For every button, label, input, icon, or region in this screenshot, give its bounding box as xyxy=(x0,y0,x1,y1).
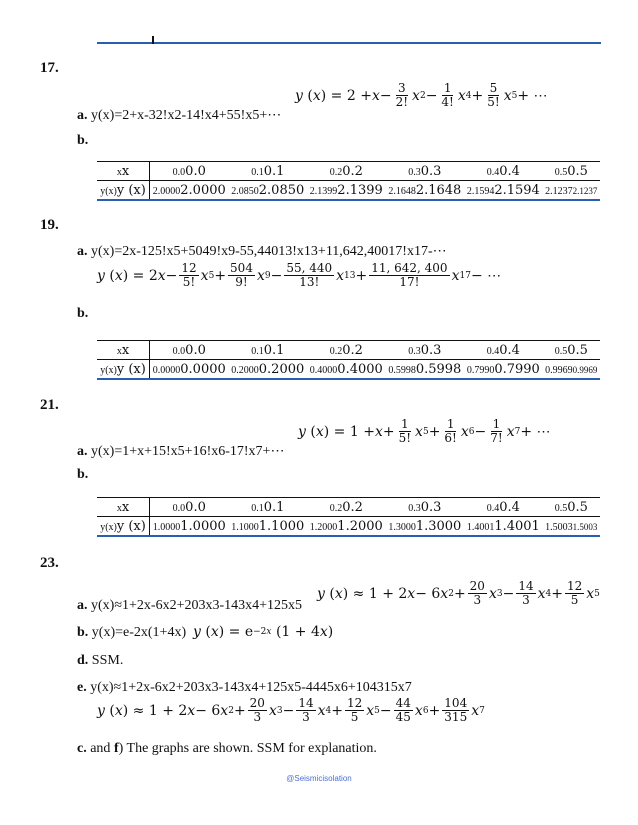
p19-equation: y ( x ) = 2 x − $\frac{12}{5!}$ x 5 + $\frac{504}{9!}$ x 9 − $\frac{55, 440}{13!}$ x 13 + $\frac{11, 642, 400}{17!}$ x 17 − ⋯ xyxy=(97,261,502,289)
p23-c-text-1: and xyxy=(90,741,111,756)
x-value-cell: 0.20.2 xyxy=(307,162,386,181)
y-value-cell: 1.00001.0000 xyxy=(150,517,229,537)
y-row xyxy=(97,360,600,380)
p19-part-b xyxy=(77,306,88,322)
x-value-cell: 0.40.4 xyxy=(464,498,543,517)
y-value-cell: 2.08502.0850 xyxy=(229,181,308,201)
x-header-cell: xx xyxy=(97,498,150,517)
x-value-cell: 0.30.3 xyxy=(386,162,465,181)
p21-part-b xyxy=(77,467,88,483)
p23-d-text: SSM. xyxy=(91,653,124,668)
p17-a-text: y(x)=2+x-32!x2-14!x4+55!x5+⋯ xyxy=(91,108,282,123)
p23-part-d xyxy=(77,653,123,669)
x-value-cell: 0.20.2 xyxy=(307,341,386,360)
x-value-cell: 0.00.0 xyxy=(150,341,229,360)
p21-equation: y ( x ) = 1 + x + $\frac{1}{5!}$ x 5 + $\frac{1}{6!}$ x 6 − $\frac{1}{7!}$ x 7 + ⋯ xyxy=(298,417,551,445)
p23-b-label: b. xyxy=(77,625,89,640)
top-tick-mark xyxy=(152,36,154,44)
problem-21-number: 21. xyxy=(40,397,59,413)
x-value-cell: 0.40.4 xyxy=(464,341,543,360)
p21-a-text: y(x)=1+x+15!x5+16!x6-17!x7+⋯ xyxy=(91,444,285,459)
p23-a-equation: y ( x ) ≈ 1 + 2 x − 6 x 2 + $\frac{20}{3}$ x 3 − $\frac{14}{3}$ x 4 + $\frac{12}{5}$ x 5 xyxy=(317,579,600,607)
x-header-cell: xx xyxy=(97,162,150,181)
p17-equation: y ( x ) = 2 + x − $\frac{3}{2!}$ x 2 − $\frac{1}{4!}$ x 4 + $\frac{5}{5!}$ x 5 + ⋯ xyxy=(295,81,548,109)
x-value-cell: 0.30.3 xyxy=(386,498,465,517)
problem-19-number: 19. xyxy=(40,217,59,233)
p23-b-text: y(x)=e-2x(1+4x) xyxy=(91,625,187,640)
watermark: @Seismicisolation xyxy=(286,774,352,783)
p17-value-table xyxy=(97,161,600,201)
y-value-cell: 2.00002.0000 xyxy=(150,181,229,201)
p17-b-label: b. xyxy=(77,133,89,148)
x-value-cell: 0.10.1 xyxy=(229,341,308,360)
y-row xyxy=(97,181,600,201)
y-value-cell: 0.40000.4000 xyxy=(307,360,386,380)
y-header-cell: y(x)y (x) xyxy=(97,517,150,537)
p23-c-text-2: ) The graphs are shown. SSM for explanation. xyxy=(118,741,377,756)
y-value-cell: 2.13992.1399 xyxy=(307,181,386,201)
y-value-cell: 0.79900.7990 xyxy=(464,360,543,380)
p19-part-a xyxy=(77,243,447,260)
p23-a-text: y(x)≈1+2x-6x2+203x3-143x4+125x5 xyxy=(91,598,303,613)
y-value-cell: 2.12372.1237 xyxy=(543,181,600,201)
p17-part-a xyxy=(77,107,281,124)
top-rule xyxy=(97,42,601,44)
p21-b-label: b. xyxy=(77,467,89,482)
x-value-cell: 0.00.0 xyxy=(150,498,229,517)
x-value-cell: 0.50.5 xyxy=(543,341,600,360)
p21-part-a xyxy=(77,443,284,460)
p23-e-equation: y ( x ) ≈ 1 + 2 x − 6 x 2 + $\frac{20}{3}$ x 3 − $\frac{14}{3}$ x 4 + $\frac{12}{5}$ x 5 − $\frac{44}{45}$ x 6 + $\frac{104}{315}$ x 7 xyxy=(97,696,485,724)
p19-a-label: a. xyxy=(77,244,88,259)
y-header-cell: y(x)y (x) xyxy=(97,181,150,201)
p19-value-table xyxy=(97,340,600,380)
x-row xyxy=(97,498,600,517)
x-header-cell: xx xyxy=(97,341,150,360)
x-row xyxy=(97,162,600,181)
y-value-cell: 0.59980.5998 xyxy=(386,360,465,380)
p17-part-b xyxy=(77,133,88,149)
y-value-cell: 0.00000.0000 xyxy=(150,360,229,380)
p19-a-text: y(x)=2x-125!x5+5049!x9-55,44013!x13+11,642,40017!x17-⋯ xyxy=(91,244,447,259)
y-value-cell: 1.50031.5003 xyxy=(543,517,600,537)
p23-b-equation: y ( x ) = e −2x (1 + 4 x ) xyxy=(193,624,334,640)
p23-part-e xyxy=(77,680,412,696)
x-row xyxy=(97,341,600,360)
x-value-cell: 0.00.0 xyxy=(150,162,229,181)
p23-d-label: d. xyxy=(77,653,89,668)
x-value-cell: 0.10.1 xyxy=(229,162,308,181)
p23-e-label: e. xyxy=(77,680,87,695)
problem-17-number: 17. xyxy=(40,60,59,76)
x-value-cell: 0.50.5 xyxy=(543,498,600,517)
y-value-cell: 1.30001.3000 xyxy=(386,517,465,537)
p23-part-c-f xyxy=(77,741,377,757)
p21-value-table xyxy=(97,497,600,537)
y-value-cell: 0.20000.2000 xyxy=(229,360,308,380)
y-row xyxy=(97,517,600,537)
y-value-cell: 1.20001.2000 xyxy=(307,517,386,537)
p23-e-text: y(x)≈1+2x-6x2+203x3-143x4+125x5-4445x6+104315x7 xyxy=(90,680,412,695)
p23-c-label: c. xyxy=(77,741,87,756)
x-value-cell: 0.50.5 xyxy=(543,162,600,181)
y-value-cell: 1.10001.1000 xyxy=(229,517,308,537)
x-value-cell: 0.30.3 xyxy=(386,341,465,360)
p19-b-label: b. xyxy=(77,306,89,321)
p21-a-label: a. xyxy=(77,444,88,459)
p23-a-label: a. xyxy=(77,598,88,613)
x-value-cell: 0.20.2 xyxy=(307,498,386,517)
p23-part-b xyxy=(77,625,186,641)
x-value-cell: 0.10.1 xyxy=(229,498,308,517)
y-value-cell: 1.40011.4001 xyxy=(464,517,543,537)
y-value-cell: 2.16482.1648 xyxy=(386,181,465,201)
p23-f-label: f xyxy=(113,741,119,756)
p17-a-label: a. xyxy=(77,108,88,123)
problem-23-number: 23. xyxy=(40,555,59,571)
y-value-cell: 0.99690.9969 xyxy=(543,360,600,380)
y-value-cell: 2.15942.1594 xyxy=(464,181,543,201)
x-value-cell: 0.40.4 xyxy=(464,162,543,181)
y-header-cell: y(x)y (x) xyxy=(97,360,150,380)
p23-part-a xyxy=(77,598,302,614)
